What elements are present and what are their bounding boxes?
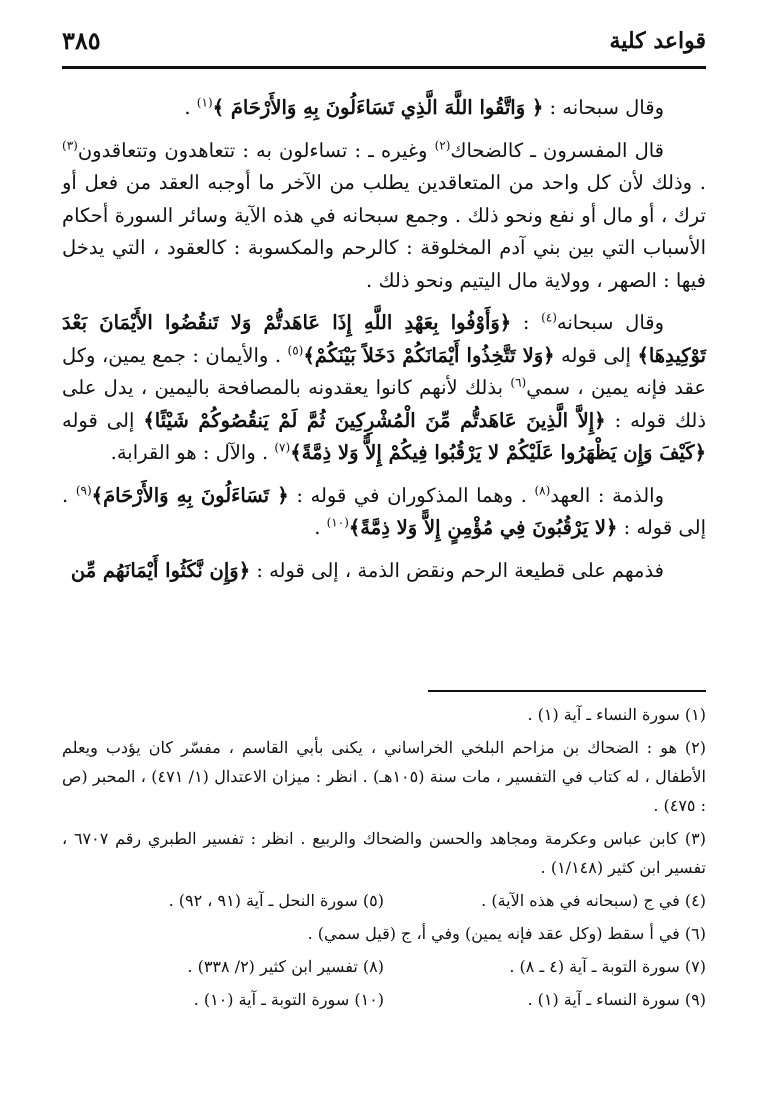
text-run: . وهما المذكوران في قوله : — [288, 483, 535, 507]
footnote-3: (٣) كابن عباس وعكرمة ومجاهد والحسن والضحاك والربيع . انظر : تفسير الطبري رقم ٦٧٠٧ ، تفسير ابن كثير (١/١٤٨) . — [62, 829, 706, 877]
footnote-ref: (٩) — [75, 483, 92, 497]
paragraph-4 — [62, 480, 706, 545]
footnote-ref: (٦) — [510, 375, 527, 390]
quran-quote: ﴿ وَاتَّقُوا اللَّهَ الَّذِي تَسَاءَلُونَ بِهِ وَالأَرْحَامَ ﴾ — [212, 96, 544, 119]
quran-quote: ﴿وَأَوْفُوا بِعَهْدِ اللَّهِ إِذَا عَاهَدتُّمْ وَلا تَنقُضُوا الأَيْمَانَ بَعْدَ تَوْكِيدِهَا﴾ — [62, 311, 706, 367]
paragraph-5 — [62, 555, 706, 588]
footnote-4: (٤) في ج (سبحانه في هذه الآية) . — [481, 891, 706, 910]
quran-quote: ﴿وَإِن نَّكَثُوا أَيْمَانَهُم مِّن — [70, 558, 251, 582]
footnote-7: (٧) سورة التوبة ـ آية (٤ ـ ٨) . — [509, 957, 706, 976]
footnote-ref: (٣) — [62, 138, 78, 152]
text-run: . إلى قوله : — [62, 483, 706, 539]
text-run: بذلك لأنهم كانوا يعقدونه بالمصافحة باليمين ، يدل على ذلك قوله : — [62, 376, 706, 432]
footnote-ref: (٢) — [434, 138, 451, 152]
quran-quote: ﴿ تَسَاءَلُونَ بِهِ وَالأَرْحَامَ﴾ — [91, 483, 289, 507]
page-number: ٣٨٥ — [62, 26, 101, 55]
footnote-ref: (١) — [196, 95, 213, 110]
text-run: . والأيمان : جمع يمين، وكل عقد فإنه يمين ، سمي — [62, 343, 706, 399]
text-run: . — [314, 516, 327, 539]
footnote-divider — [428, 690, 706, 692]
text-run: فذمهم على قطيعة الرحم ونقض الذمة ، إلى قوله : — [250, 558, 664, 582]
text-run: قال المفسرون ـ كالضحاك — [450, 138, 665, 162]
header-title: قواعد كلية — [609, 28, 706, 54]
text-run: والذمة : العهد — [550, 483, 664, 507]
footnote-row — [62, 952, 706, 981]
footnote-1: (١) سورة النساء ـ آية (١) . — [527, 705, 706, 724]
footnote-8: (٨) تفسير ابن كثير (٢/ ٣٣٨) . — [187, 957, 384, 976]
footnote-ref: (١٠) — [326, 515, 349, 530]
quran-quote: ﴿لا يَرْقُبُونَ فِي مُؤْمِنٍ إِلاًّ وَلا ذِمَّةً﴾ — [348, 516, 618, 539]
quran-quote: ﴿كَيْفَ وَإِن يَظْهَرُوا عَلَيْكُمْ لا يَرْقُبُوا فِيكُمْ إِلاًّ وَلا ذِمَّةً﴾ — [290, 441, 706, 464]
footnote-9: (٩) سورة النساء ـ آية (١) . — [527, 990, 706, 1009]
footnote-row — [62, 985, 706, 1014]
quran-quote: ﴿وَلا تَتَّخِذُوا أَيْمَانَكُمْ دَخَلاً بَيْنَكُمْ﴾ — [303, 343, 555, 367]
footnotes — [62, 700, 706, 1018]
text-run: وغيره ـ : تساءلون به : تتعاهدون وتتعاقدون — [77, 138, 435, 162]
text-run: وقال سبحانه : — [543, 96, 664, 119]
paragraph-3 — [62, 307, 706, 470]
footnote-ref: (٨) — [534, 483, 551, 497]
quran-quote: ﴿إِلاَّ الَّذِينَ عَاهَدتُّم مِّنَ الْمُشْرِكِينَ ثُمَّ لَمْ يَنقُصُوكُمْ شَيْئًا﴾ — [143, 408, 606, 432]
footnote-2: (٢) هو : الضحاك بن مزاحم البلخي الخراساني ، يكنى بأبي القاسم ، مفسّر كان يؤدب ويعلم الأطفال ، له كتاب في التفسير ، مات سنة (١٠٥هـ) . انظر : ميزان الاعتدال (١/ ٤٧١) ، المحبر (ص : ٤٧٥) . — [62, 738, 706, 815]
footnote-5: (٥) سورة النحل ـ آية (٩١ ، ٩٢) . — [168, 891, 384, 910]
footnote-ref: (٥) — [287, 343, 304, 357]
footnote-row — [62, 886, 706, 915]
main-text — [62, 92, 706, 597]
text-run: . — [184, 96, 197, 119]
footnote-10: (١٠) سورة التوبة ـ آية (١٠) . — [193, 990, 384, 1009]
text-run: . وذلك لأن كل واحد من المتعاقدين يطلب من الآخر ما أوجبه العقد من فعل أو ترك ، أو مال أو نفع ونحو ذلك . وجمع سبحانه في هذه الآية وسائر السورة أحكام الأسباب التي بين بني آدم المخلوقة : كالرحم والمكسوبة : كالعقود ، التي يدخل فيها : الصهر ، وولاية مال اليتيم ونحو ذلك . — [62, 171, 706, 292]
text-run: وقال سبحانه — [556, 311, 664, 334]
paragraph-1 — [62, 92, 706, 125]
footnote-6: (٦) في أ سقط (وكل عقد فإنه يمين) وفي أ، ج (قيل سمي) . — [307, 924, 706, 943]
running-header — [62, 26, 706, 69]
text-run: إلى قوله — [62, 408, 144, 432]
paragraph-2 — [62, 135, 706, 298]
footnote-ref: (٧) — [274, 440, 291, 455]
text-run: . والآل : هو القرابة. — [110, 441, 275, 464]
text-run: إلى قوله — [554, 343, 638, 367]
text-run: : — [511, 311, 542, 334]
footnote-ref: (٤) — [541, 310, 557, 325]
